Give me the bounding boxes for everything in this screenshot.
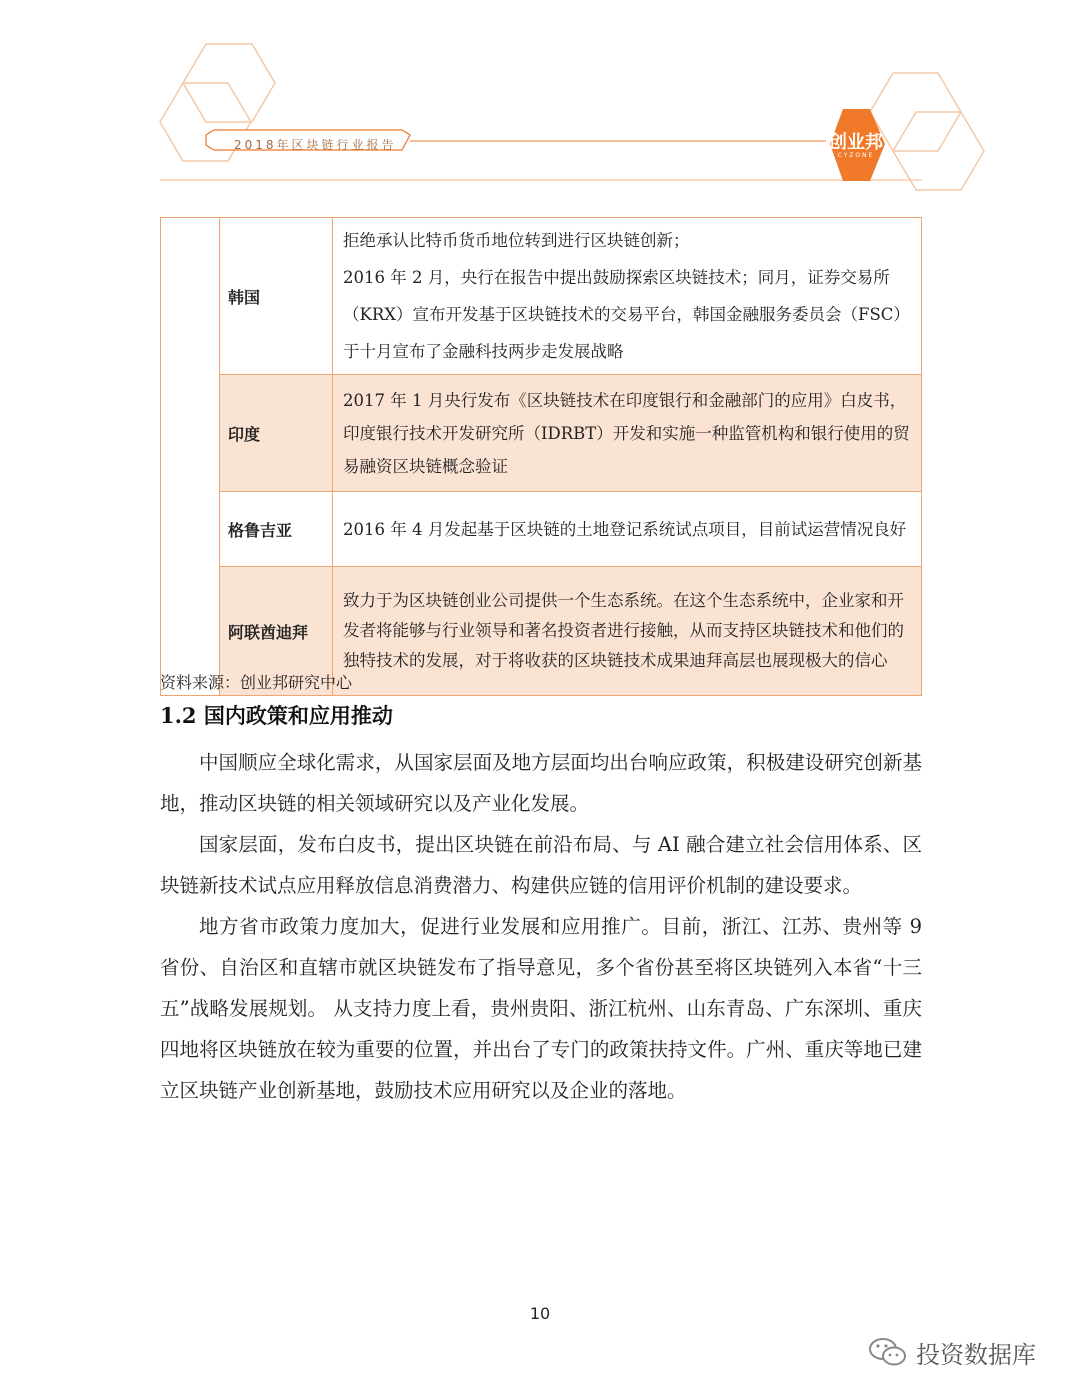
watermark (868, 1334, 1036, 1370)
header-decoration (0, 0, 1080, 200)
country-cell: 印度 (220, 375, 333, 492)
table-row (161, 492, 922, 567)
brand-logo-subtitle: CYZONE (837, 152, 875, 159)
description-text: 拒绝承认比特币货币地位转到进行区块链创新； (343, 231, 690, 250)
policy-table (160, 217, 922, 696)
description-cell (333, 492, 922, 567)
country-cell: 格鲁吉亚 (220, 492, 333, 567)
paragraph: 中国顺应全球化需求，从国家层面及地方层面均出台响应政策，积极建设研究创新基地，推动区块链的相关领域研究以及产业化发展。 (160, 751, 922, 815)
table-row (161, 375, 922, 492)
report-title: 2018年区块链行业报告 (234, 138, 397, 152)
description-text: 2016 年 4 月发起基于区块链的土地登记系统试点项目，目前试运营情况良好 (343, 519, 907, 539)
section-body (160, 742, 922, 1111)
paragraph: 国家层面，发布白皮书，提出区块链在前沿布局、与 AI 融合建立社会信用体系、区块链新技术试点应用释放信息消费潜力、构建供应链的信用评价机制的建设要求。 (160, 833, 922, 897)
table-row (161, 218, 922, 375)
page-header (0, 0, 1080, 200)
wechat-icon (868, 1336, 908, 1368)
region-cell (161, 218, 220, 696)
brand-logo-icon: 创业邦 (829, 132, 883, 153)
description-text: 致力于为区块链创业公司提供一个生态系统。在这个生态系统中，企业家和开发者将能够与行业领导和著名投资者进行接触，从而支持区块链技术和他们的独特技术的发展，对于将收获的区块链技术成果迪拜高层也展现极大的信心 (343, 591, 904, 670)
paragraph: 地方省市政策力度加大，促进行业发展和应用推广。目前，浙江、江苏、贵州等 9 省份、自治区和直辖市就区块链发布了指导意见，多个省份甚至将区块链列入本省“十三五”战略发展规划。 从支持力度上看，贵州贵阳、浙江杭州、山东青岛、广东深圳、重庆四地将区块链放在较为重要的位置，并出台了专门的政策扶持文件。广州、重庆等地已建立区块链产业创新基地，鼓励技术应用研究以及企业的落地。 (160, 915, 922, 1102)
watermark-text: 投资数据库 (916, 1340, 1036, 1369)
table-source-note: 资料来源：创业邦研究中心 (160, 673, 353, 692)
description-text: 2016 年 2 月，央行在报告中提出鼓励探索区块链技术；同月，证券交易所（KRX）宣布开发基于区块链技术的交易平台，韩国金融服务委员会（FSC）于十月宣布了金融科技两步走发展战略 (343, 268, 910, 361)
description-cell (333, 567, 922, 696)
page-number: 10 (529, 1304, 551, 1323)
country-cell: 韩国 (220, 218, 333, 375)
description-cell (333, 218, 922, 375)
description-cell (333, 375, 922, 492)
section-heading: 1.2 国内政策和应用推动 (160, 703, 393, 728)
description-text: 2017 年 1 月央行发布《区块链技术在印度银行和金融部门的应用》白皮书，印度银行技术开发研究所（IDRBT）开发和实施一种监管机构和银行使用的贸易融资区块链概念验证 (343, 390, 910, 476)
country-cell: 阿联酋迪拜 (220, 567, 333, 696)
